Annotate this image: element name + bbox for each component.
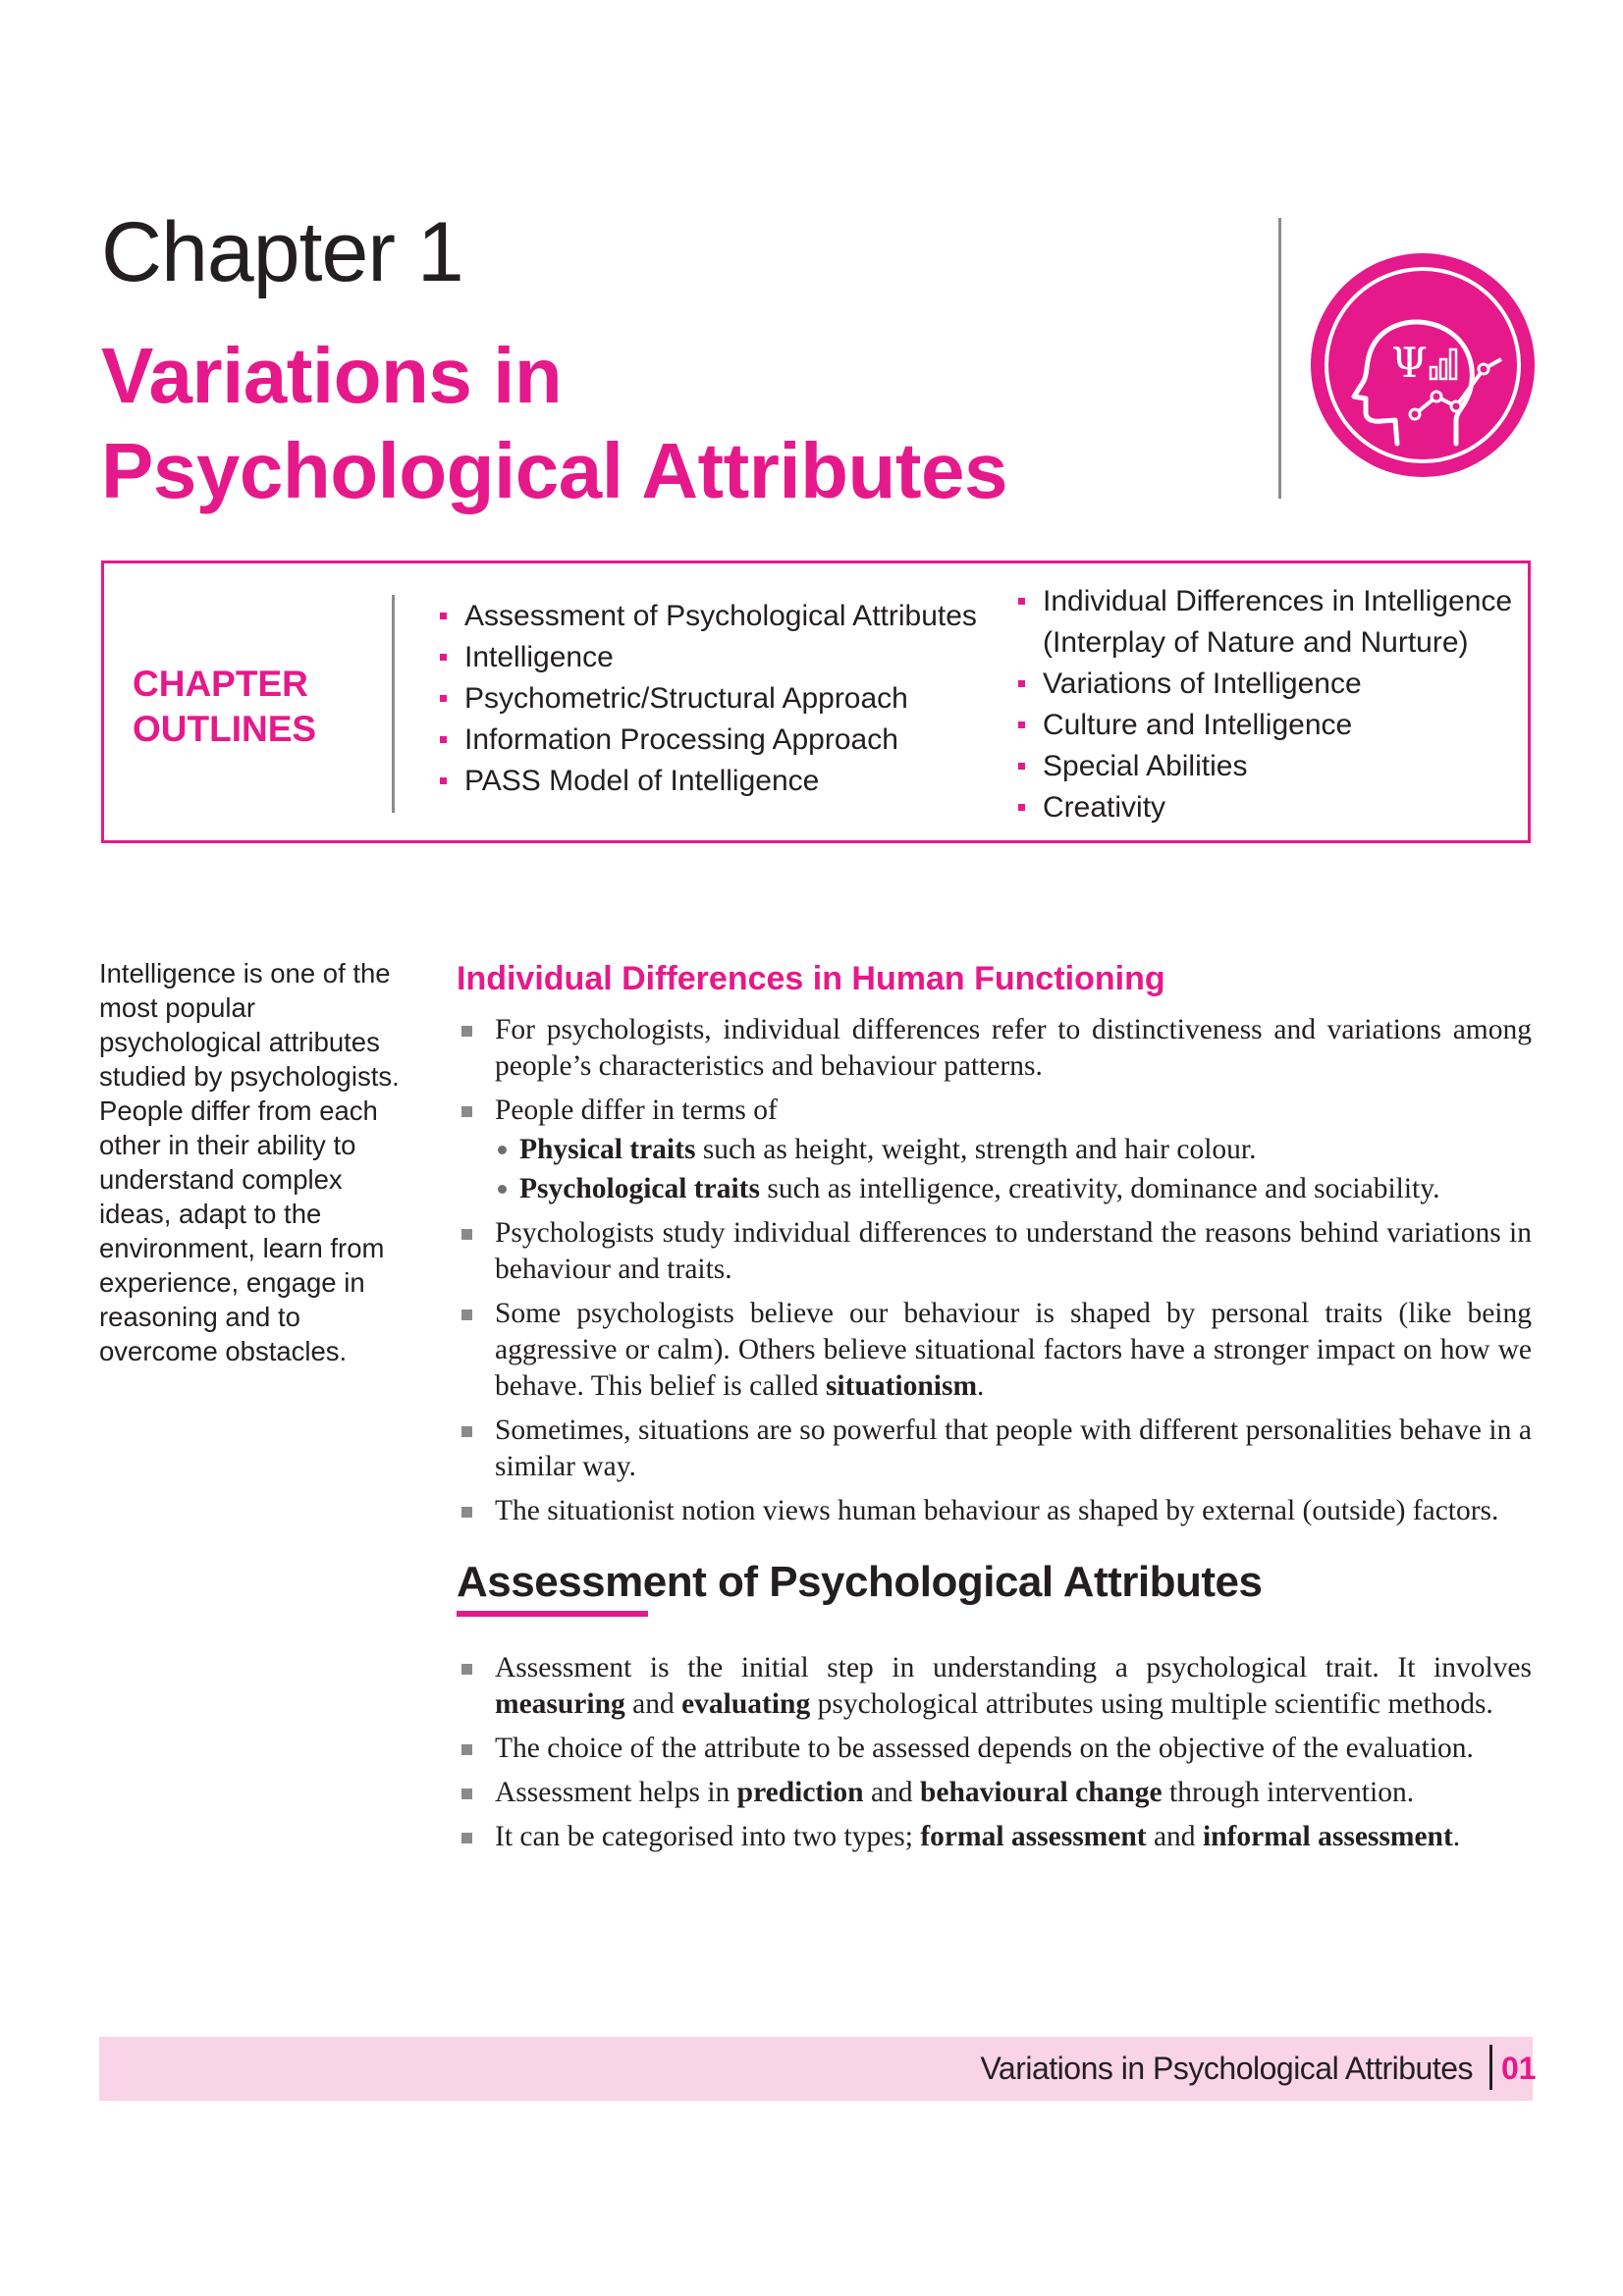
section2-bullet-list [458,1650,1532,1863]
outline-item: Information Processing Approach [440,720,990,761]
bullet-item [458,1775,1532,1811]
sidebar-paragraph: Intelligence is one of the most popular psychological attributes studied by psychologists. [99,958,400,1092]
outline-item: Creativity [1018,787,1529,828]
svg-text:Ψ: Ψ [1391,339,1428,387]
bullet-text: Assessment is the initial step in understanding a psychological trait. It involves [495,1652,1532,1683]
bullet-text: . [1452,1821,1461,1852]
bullet-item: For psychologists, individual differences refer to distinctiveness and variations among people’s characteristics and behaviour patterns. [458,1012,1532,1085]
bullet-item [458,1296,1532,1405]
bold-term: Physical traits [519,1134,696,1165]
outline-item: Special Abilities [1018,746,1529,787]
bullet-text: and [863,1777,920,1808]
outline-heading-line-2: OUTLINES [133,709,317,749]
chapter-title-line-1: Variations in [101,332,563,419]
outline-item: Assessment of Psychological Attributes [440,596,990,637]
bullet-item [458,1093,1532,1207]
bullet-item [458,1650,1532,1723]
outline-item: Variations of Intelligence [1018,664,1529,705]
outline-item: Psychometric/Structural Approach [440,678,990,720]
outline-item: Intelligence [440,637,990,678]
psychology-head-icon [1309,251,1537,479]
bullet-item: Psychologists study individual differences to understand the reasons behind variations in behaviour and traits. [458,1215,1532,1288]
chapter-outline-heading [133,662,316,752]
bullet-item [458,1819,1532,1855]
footer-divider [1489,2045,1492,2090]
bullet-text: It can be categorised into two types; [495,1821,921,1852]
bold-term: Psychological traits [519,1173,760,1204]
bullet-text: and [1146,1821,1203,1852]
bullet-text: and [624,1688,682,1720]
outline-column-1 [440,596,990,802]
bold-term: prediction [736,1777,864,1808]
bullet-text: such as height, weight, strength and hair colour. [695,1134,1257,1165]
outline-item: Individual Differences in Intelligence (Interplay of Nature and Nurture) [1018,581,1529,664]
outline-item: PASS Model of Intelligence [440,761,990,802]
bold-term: situationism [825,1370,978,1402]
bold-term: formal assessment [920,1821,1147,1852]
outline-column-2 [1018,581,1529,828]
footer-chapter-title: Variations in Psychological Attributes [980,2051,1473,2086]
chapter-title-line-2: Psychological Attributes [101,427,1007,514]
sub-bullet-item [495,1171,1532,1207]
bullet-text: Assessment helps in [495,1777,737,1808]
bullet-item: The situationist notion views human behaviour as shaped by external (outside) factors. [458,1493,1532,1529]
section-heading-individual-differences: Individual Differences in Human Functioning [457,960,1165,997]
sidebar-paragraph: People differ from each other in their ability to understand complex ideas, adapt to the environment, learn from experience, engage in reasoning and to overcome obstacles. [99,1095,385,1366]
bullet-text: People differ in terms of [495,1095,778,1126]
section-heading-assessment: Assessment of Psychological Attributes [457,1558,1263,1606]
header-divider [1278,218,1281,499]
bullet-text: . [977,1370,985,1402]
bullet-text: Some psychologists believe our behaviour is shaped by personal traits (like being aggressive or calm). Others believe situational factors have a stronger impact on how we behave. This belief is called [495,1298,1532,1402]
outline-heading-line-1: CHAPTER [133,664,308,704]
bold-term: measuring [495,1688,625,1720]
bold-term: informal assessment [1202,1821,1453,1852]
sub-bullet-list [495,1132,1532,1207]
bullet-text: psychological attributes using multiple scientific methods. [810,1688,1493,1720]
bold-term: evaluating [681,1688,811,1720]
bullet-text: such as intelligence, creativity, dominance and sociability. [759,1173,1440,1204]
sidebar-note [99,956,413,1368]
page-number: 01 [1501,2051,1537,2086]
section1-bullet-list [458,1012,1532,1537]
heading-underline [457,1611,648,1617]
bullet-item: Sometimes, situations are so powerful that people with different personalities behave in a similar way. [458,1413,1532,1485]
bullet-text: through intervention. [1162,1777,1415,1808]
chapter-label: Chapter 1 [101,205,463,299]
bullet-item: The choice of the attribute to be assessed depends on the objective of the evaluation. [458,1731,1532,1767]
sub-bullet-item [495,1132,1532,1168]
outline-item: Culture and Intelligence [1018,705,1529,746]
outline-divider [392,595,395,813]
bold-term: behavioural change [919,1777,1163,1808]
